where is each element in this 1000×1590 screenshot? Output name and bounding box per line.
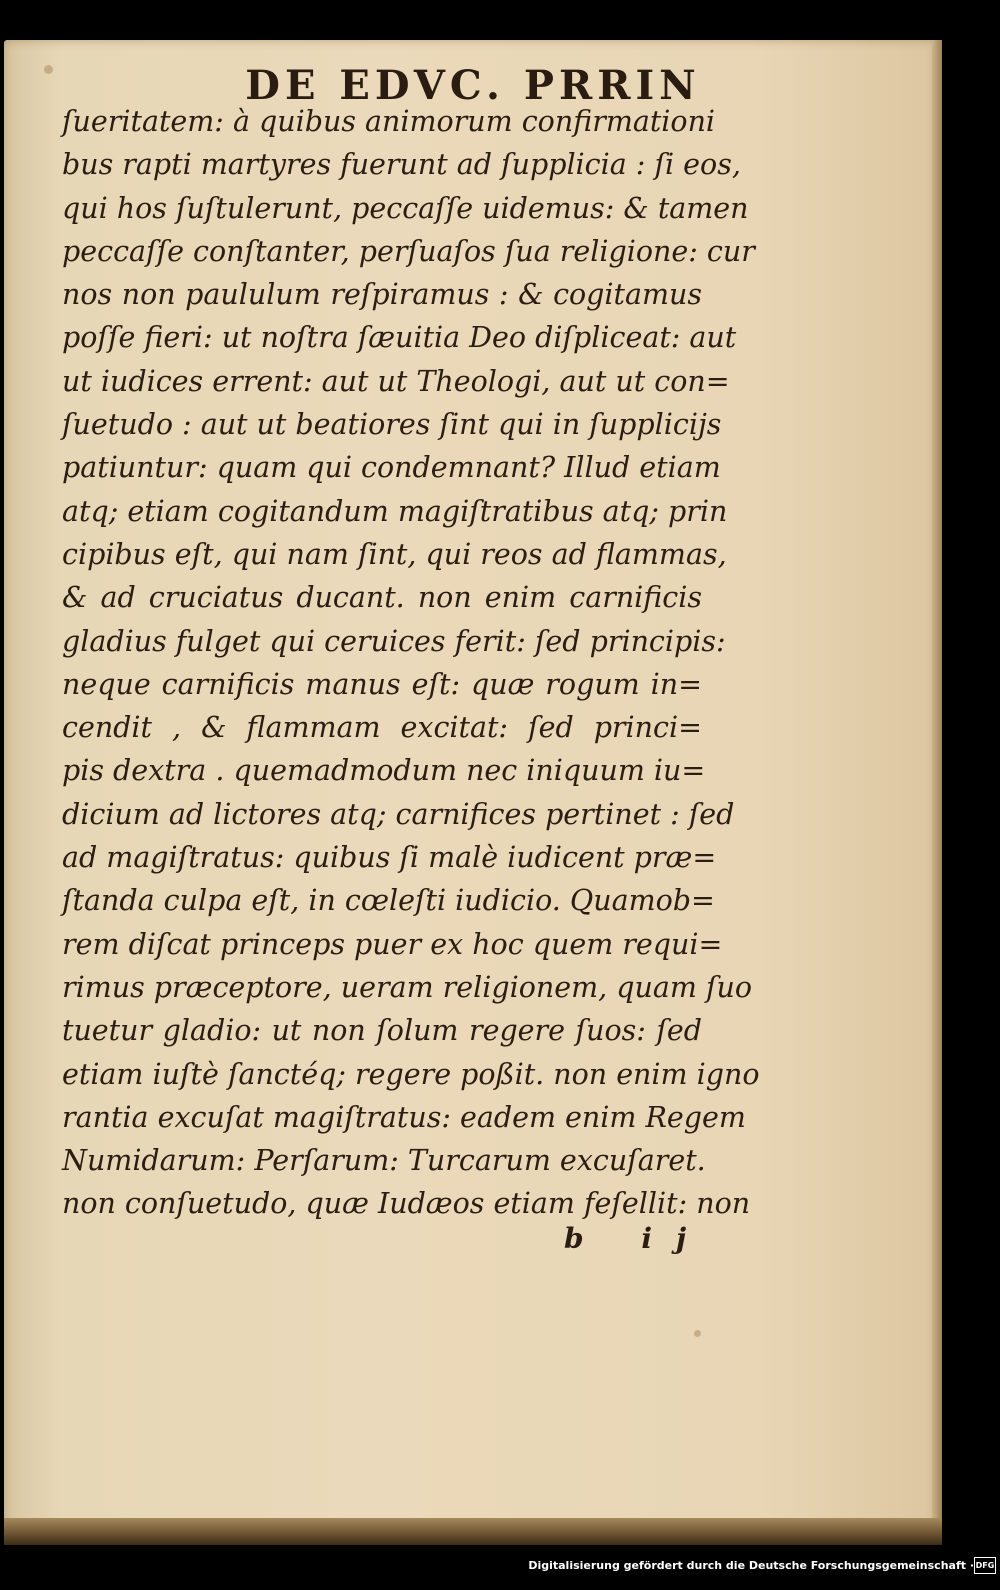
footer-credit: Digitalisierung gefördert durch die Deutsche Forschungsgemeinschaft ·	[528, 1559, 974, 1572]
text-line: ſuetudo : aut ut beatiores ſint qui in ſupplicijs	[62, 408, 722, 442]
text-line: poſſe fieri: ut noſtra ſæuitia Deo diſpliceat: aut	[62, 321, 737, 355]
text-line: ſtanda culpa eſt, in cœleſti iudicio. Quamob=	[62, 884, 715, 918]
text-line: etiam iuſtè ſanctéq; regere poßit. non enim igno	[62, 1057, 760, 1091]
text-line: patiuntur: quam qui condemnant? Illud etiam	[62, 451, 721, 485]
text-line: peccaſſe conſtanter, perſuaſos ſua religione: cur	[62, 234, 755, 268]
text-line: rimus præceptore, ueram religionem, quam ſuo	[62, 970, 753, 1004]
text-line: rantia excuſat magiſtratus: eadem enim Regem	[62, 1100, 746, 1134]
text-line: Numidarum: Perſarum: Turcarum excuſaret.	[62, 1144, 706, 1178]
book-page	[4, 40, 942, 1545]
text-line: ſueritatem: à quibus animorum confirmationi	[62, 105, 716, 138]
text-line: pis dextra . quemadmodum nec iniquum iu=	[62, 754, 706, 788]
text-line: bus rapti martyres fuerunt ad ſupplicia : ſi eos,	[62, 148, 741, 182]
page-bottom-edge	[4, 1518, 942, 1545]
text-line: rem diſcat princeps puer ex hoc quem requi=	[62, 927, 723, 961]
text-line: & ad cruciatus ducant. non enim carnificis	[62, 581, 702, 615]
text-line: qui hos ſuſtulerunt, peccaſſe uidemus: & tamen	[62, 191, 749, 225]
running-head: DE EDVC. PRRIN	[245, 62, 701, 109]
text-line: cendit , & flammam excitat: ſed princi=	[62, 711, 702, 745]
text-line: ut iudices errent: aut ut Theologi, aut ut con=	[62, 364, 730, 398]
text-line: neque carnificis manus eſt: quæ rogum in=	[62, 667, 702, 701]
text-line: gladius fulget qui ceruices ferit: ſed principis:	[62, 624, 726, 658]
text-line: ad magiſtratus: quibus ſi malè iudicent præ=	[62, 841, 717, 875]
page-right-edge	[932, 40, 942, 1545]
text-line: nos non paululum reſpiramus : & cogitamus	[62, 278, 702, 312]
signature-mark: b ij	[564, 1222, 711, 1255]
dfg-logo: DFG	[974, 1557, 996, 1574]
text-line: dicium ad lictores atq; carnifices pertinet : ſed	[62, 797, 735, 831]
text-line: atq; etiam cogitandum magiſtratibus atq; prin	[62, 494, 728, 528]
text-line: non conſuetudo, quæ Iudæos etiam feſellit: non	[62, 1187, 751, 1221]
text-line: cipibus eſt, qui nam ſint, qui reos ad flammas,	[62, 537, 727, 571]
paper-stain	[694, 1330, 701, 1337]
text-line: tuetur gladio: ut non ſolum regere ſuos: ſed	[62, 1014, 702, 1048]
text-body	[62, 100, 760, 1226]
